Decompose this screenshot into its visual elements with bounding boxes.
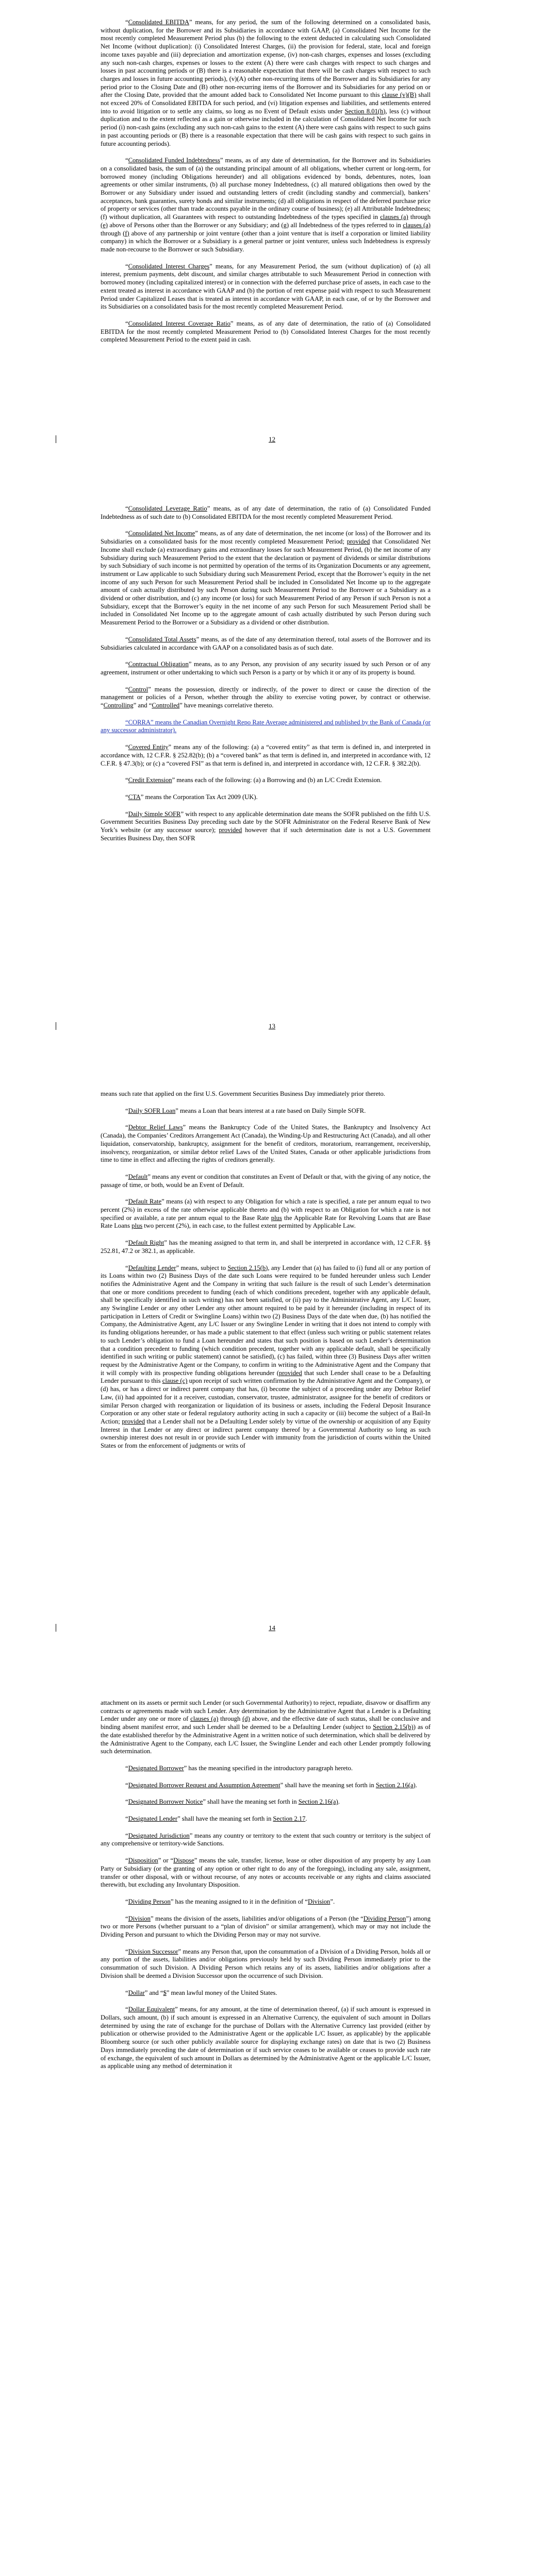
- text-run: that such Lender shall cease to be a Defaulting Lender pursuant to this: [101, 1369, 431, 1385]
- text-run: “: [125, 2006, 128, 2013]
- text-run: two percent (2%), in each case, to the fullest extent permitted by Applicable Law.: [142, 1222, 356, 1230]
- text-run: ”) among two or more Persons (whether pursuant to a “plan of division” or similar arrangement), which may or may not include the Dividing Person and pursuant to which the Dividing Person may or may not survive.: [101, 1914, 431, 1939]
- text-run: ” means, as to any Person, any provision of any security issued by such Person or of any agreement, instrument or other undertaking to which such Person is a party or by which it or any of its property is bound.: [101, 660, 431, 676]
- definition-paragraph: [101, 1798, 431, 1806]
- text-run: ” means, as of any date of determination, the ratio of (a) Consolidated EBITDA for the most recently completed Measurement Period to (b) Consolidated Interest Charges for the most recently completed Measurement Period to the extent paid in cash.: [101, 319, 431, 344]
- text-run: ” shall have the meaning set forth in: [280, 1781, 376, 1789]
- defined-term: Consolidated Leverage Ratio: [128, 505, 207, 512]
- text-run: “: [125, 1781, 128, 1789]
- text-run: ” means the possession, directly or indirectly, of the power to direct or cause the direction of the management or policies of a Person, whether through the ability to exercise voting power, by contract or otherwise. “: [101, 685, 431, 709]
- definition-paragraph: [101, 1107, 431, 1115]
- text-run: ” means any country or territory to the extent that such country or territory is the subject of any comprehensive or territory-wide Sanctions.: [101, 1832, 431, 1848]
- text-run: ” has the meaning assigned to that term in, and shall be interpreted in accordance with, 12 C.F.R. §§ 252.81, 47.2 or 382.1, as applicable.: [101, 1239, 431, 1255]
- defined-term: Daily Simple SOFR: [128, 810, 181, 818]
- text-run: ” and “: [144, 1989, 163, 1996]
- definition-paragraph: [101, 19, 431, 148]
- defined-term: Section 2.15(b): [373, 1723, 414, 1731]
- defined-term: Section 8.01(h): [344, 107, 386, 115]
- page-12-body: [101, 19, 431, 353]
- defined-term: Default Rate: [128, 1198, 162, 1206]
- definition-paragraph: [101, 263, 431, 311]
- definition-paragraph: [101, 1915, 431, 1939]
- definition-paragraph: [101, 810, 431, 843]
- definition-paragraph: [101, 1989, 431, 1997]
- defined-term: Division: [307, 1897, 331, 1905]
- text-run: upon receipt of such written confirmation by the Administrative Agent and the Company), or (d) has, or has a direct or indirect parent company that has, (i) become the subject of a proceeding under any Debtor Relief Law, (ii) had appointed for it a receiver, custodian, conservator, trustee, administrator, assignee for the benefit of creditors or similar Person charged with reorganization or liquidation of its business or assets, including the Federal Deposit Insurance Corporation or any other state or federal regulatory authority acting in such a capacity or (iii) become the subject of a Bail-In Action;: [101, 1377, 431, 1425]
- defined-term: clause (v)(B): [382, 91, 417, 99]
- definition-paragraph: [101, 1198, 431, 1230]
- defined-term: (e): [101, 221, 108, 229]
- text-run: ” has the meaning assigned to it in the definition of “: [170, 1897, 308, 1905]
- text-run: “: [125, 1107, 128, 1114]
- text-run: ” means any of the following: (a) a “covered entity” as that term is defined in, and interpreted in accordance with, 12 C.F.R. § 252.82(b); (b) a “covered bank” as that term is defined in, and interpreted in accordance with, 12 C.F.R. § 47.3(b); or (c) a “covered FSI” as that term is defined in, and interpreted in accordance with, 12 C.F.R. § 382.2(b).: [101, 743, 431, 767]
- defined-term: plus: [271, 1214, 282, 1222]
- text-run: , less (c) without duplication and to the extent reflected as a gain or otherwise included in the calculation of Consolidated Net Income for such period (i) non-cash gains (excluding any such non-cash gains to the extent (A) there were cash gains with respect to such gains in past accounting periods or (B) there is a reasonable expectation that there will be cash gains with respect to such gains in future accounting periods).: [101, 107, 431, 147]
- defined-term: Section 2.16(a): [298, 1798, 338, 1806]
- text-run: ” means (a) with respect to any Obligation for which a rate is specified, a rate per annum equal to two percent (2%) in excess of the rate otherwise applicable thereto and (b) with respect to an Obligation for which a rate is not specified or available, a rate per annum equal to the Base Rate: [101, 1198, 431, 1222]
- text-run: ” means any Person that, upon the consummation of a Division of a Dividing Person, holds all or any portion of the assets, liabilities and/or obligations previously held by such Dividing Person immediately prior to the consummation of such Division. A Dividing Person which retains any of its assets, liabilities and/or obligations after a Division shall be deemed a Division Successor upon the occurrence of such Division.: [101, 1947, 431, 1979]
- text-run: ” means, for any period, the sum of the following determined on a consolidated basis, without duplication, for the Borrower and its Subsidiaries in accordance with GAAP, (a) Consolidated Net Income for the most recently completed Measurement Period plus (b) the following to the extent deducted in calculating such Consolidated Net Income (without duplication): (i) Consolidated Interest Charges, (ii) the provision for federal, state, local and foreign income taxes payable and (iii) depreciation and amortization expense, (iv) non-cash charges, expenses and losses (excluding any such non-cash charges, expenses or losses to the extent (A) there were cash charges with respect to such charges and losses in past accounting periods or (B) there is a reasonable expectation that there will be cash charges with respect to such charges and losses in future accounting periods), (v)(A) other non-recurring items of the Borrower and its Subsidiaries for any period prior to the Closing Date and (B) other non-recurring items of the Borrower and its Subsidiaries for any period on or after the Closing Date, provided that the amount added back to Consolidated Net Income pursuant to this: [101, 19, 431, 99]
- text-run: ” means, as of any date of determination, for the Borrower and its Subsidiaries on a consolidated basis, the sum of (a) the outstanding principal amount of all obligations, whether current or long-term, for borrowed money (including Obligations hereunder) and all obligations evidenced by bonds, debentures, notes, loan agreements or other similar instruments, (b) all purchase money Indebtedness, (c) all matured obligations then owed by the Borrower or any Subsidiary under issued and outstanding letters of credit (including standby and commercial), bankers’ acceptances, bank guaranties, surety bonds and similar instruments; (d) all obligations in respect of the deferred purchase price of property or services (other than trade accounts payable in the ordinary course of business); (e) all Attributable Indebtedness; (f) without duplication, all Guarantees with respect to outstanding Indebtedness of the types specified in: [101, 157, 431, 221]
- text-run: “: [125, 262, 128, 270]
- definition-paragraph: [101, 776, 431, 785]
- text-run: , any Lender that (a) has failed to (i) fund all or any portion of its Loans within two (2) Business Days of the date such Loans were required to be funded hereunder unless such Lender notifies the Administrative Agent and the Company in writing that such failure is the result of such Lender’s determination that one or more conditions precedent to funding (each of which conditions precedent, together with any applicable default, shall be specifically identified in such writing) has not been satisfied, or (ii) pay to the Administrative Agent, any L/C Issuer, any Swingline Lender or any other Lender any other amount required to be paid by it hereunder (including in respect of its participation in Letters of Credit or Swingline Loans) within two (2) Business Days of the date when due, (b) has notified the Company, the Administrative Agent, any L/C Issuer or any Swingline Lender in writing that it does not intend to comply with its funding obligations hereunder, or has made a public statement to that effect (unless such writing or public statement relates to such Lender’s obligation to fund a Loan hereunder and states that such position is based on such Lender’s determination that a condition precedent to funding (which condition precedent, together with any applicable default, shall be specifically identified in such writing or public statement) cannot be satisfied), (c) has failed, within three (3) Business Days after written request by the Administrative Agent or the Company, to confirm in writing to the Administrative Agent and the Company that it will comply with its prospective funding obligations hereunder (: [101, 1264, 431, 1377]
- defined-term: plus: [131, 1222, 143, 1230]
- text-run: ” with respect to any applicable determination date means the SOFR published on the fifth U.S. Government Securities Business Day preceding such date by the SOFR Administrator on the Federal Reserve Bank of New York’s website (or any successor source);: [101, 810, 431, 834]
- defined-term: Default: [128, 1173, 148, 1180]
- text-run: “: [125, 319, 128, 327]
- definition-paragraph: [101, 1699, 431, 1756]
- text-run: .: [305, 1815, 307, 1823]
- text-run: ” means, as of the date of any determination thereof, total assets of the Borrower and its Subsidiaries calculated in accordance with GAAP on a consolidated basis as of such date.: [101, 635, 431, 651]
- text-run: “: [125, 1264, 128, 1272]
- defined-term: Designated Borrower: [128, 1764, 184, 1772]
- definition-paragraph: [101, 686, 431, 710]
- definition-paragraph: [101, 505, 431, 521]
- page-number: 14: [269, 1624, 275, 1632]
- text-run: “: [125, 743, 128, 751]
- definition-paragraph: [101, 1815, 431, 1823]
- text-run: ” shall have the meaning set forth in: [203, 1798, 299, 1806]
- page-number: 12: [269, 435, 275, 443]
- text-run: above, and the effective date of such status, shall be conclusive and binding absent manifest error, and such Lender shall be deemed to be a Defaulting Lender (subject to: [101, 1715, 431, 1731]
- text-run: “: [125, 1857, 128, 1865]
- text-run: “: [125, 1239, 128, 1247]
- page-number: 13: [269, 1022, 275, 1030]
- text-run: ” means, subject to: [176, 1264, 228, 1272]
- defined-term: Section 2.16(a): [375, 1781, 416, 1789]
- text-run: “: [125, 1173, 128, 1180]
- text-run: ” means, for any amount, at the time of determination thereof, (a) if such amount is expressed in Dollars, such amount, (b) if such amount is expressed in an Alternative Currency, the equivalent of such amount in Dollars determined by using the rate of exchange for the purchase of Dollars with the Alternative Currency last provided (either by publication or otherwise provided to the Administrative Agent or the applicable L/C Issuer, as applicable) by the applicable Bloomberg source (or such other publicly available source for displaying exchange rates) on date that is two (2) Business Days immediately preceding the date of determination or if such service ceases to be available or ceases to provide such rate of exchange, the equivalent of such amount in Dollars as determined by the Administrative Agent or the applicable L/C Issuer, as applicable using any method of determination it: [101, 2006, 431, 2070]
- text-run: “: [125, 1989, 128, 1996]
- text-run: ” means the Corporation Tax Act 2009 (UK).: [140, 793, 258, 801]
- inserted-text: “CORRA” means the Canadian Overnight Repo Rate Average administered and published by the Bank of Canada (or any successor administrator).: [101, 718, 431, 734]
- text-run: “: [125, 1764, 128, 1772]
- definition-paragraph: [101, 320, 431, 344]
- text-run: “: [125, 660, 128, 668]
- defined-term: Consolidated Net Income: [128, 530, 195, 537]
- defined-term: Contractual Obligation: [128, 660, 189, 668]
- text-run: ” means each of the following: (a) a Borrowing and (b) an L/C Credit Extension.: [172, 776, 382, 784]
- defined-term: provided: [122, 1417, 145, 1425]
- defined-term: clauses (a): [380, 213, 408, 221]
- text-run: ” means the division of the assets, liabilities and/or obligations of a Person (the “: [150, 1914, 364, 1922]
- text-run: through: [101, 229, 123, 237]
- definition-paragraph: [101, 1782, 431, 1790]
- definition-paragraph: [101, 1898, 431, 1906]
- defined-term: Defaulting Lender: [128, 1264, 176, 1272]
- text-run: shall not exceed 20% of Consolidated EBITDA for such period, and (vi) litigation expenses and liabilities, and settlements entered into to avoid litigation or to settle any claims, so long as no Event of Default exists under: [101, 91, 431, 115]
- text-run: “: [125, 685, 128, 693]
- text-run: ” or “: [158, 1857, 174, 1865]
- text-run: the Applicable Rate for Revolving Loans that are Base Rate Loans: [101, 1214, 431, 1230]
- defined-term: Controlled: [152, 702, 180, 709]
- definition-paragraph: [101, 660, 431, 676]
- text-run: that Consolidated Net Income shall exclude (a) extraordinary gains and extraordinary losses for such Measurement Period, (b) the net income of any Subsidiary during such Measurement Period to the extent that the declaration or payment of dividends or similar distributions by such Subsidiary of such income is not permitted by operation of the terms of its Organization Documents or any agreement, instrument or Law applicable to such Subsidiary during such Measurement Period, except that the Borrower’s equity in the net income of any such Person for such Measurement Period shall be included in Consolidated Net Income up to the aggregate amount of cash actually distributed by such Person during such Measurement Period to the Borrower or a Subsidiary as a dividend or other distribution, and (c) any income (or loss) for such Measurement Period of any Person if such Person is not a Subsidiary, except that the Borrower’s equity in the net income of any such Person for such Measurement Period shall be included in Consolidated Net Income up to the aggregate amount of cash actually distributed by such Person during such Measurement Period to the Borrower or a Subsidiary as a dividend or other distribution.: [101, 538, 431, 626]
- defined-term: provided: [278, 1369, 302, 1377]
- defined-term: Dividing Person: [128, 1897, 171, 1905]
- text-run: ” mean lawful money of the United States.: [166, 1989, 277, 1996]
- definition-paragraph: [101, 636, 431, 652]
- defined-term: Consolidated Interest Coverage Ratio: [128, 319, 230, 327]
- text-run: “: [125, 1798, 128, 1806]
- defined-term: Consolidated Funded Indebtedness: [128, 157, 220, 164]
- defined-term: Designated Lender: [128, 1815, 178, 1823]
- definition-paragraph: [101, 1090, 431, 1098]
- text-run: “: [125, 530, 128, 537]
- text-run: ” have meanings correlative thereto.: [179, 702, 274, 709]
- text-run: ” means the Bankruptcy Code of the United States, the Bankruptcy and Insolvency Act (Canada), the Companies’ Creditors Arrangement Act (Canada), the Winding-Up and Restructuring Act (Canada), and all other liquidation, conservatorship, bankruptcy, assignment for the benefit of creditors, moratorium, rearrangement, receivership, insolvency, reorganization, or similar debtor relief Laws of the United States, Canada or other applicable jurisdictions from time to time in effect and affecting the rights of creditors generally.: [101, 1124, 431, 1164]
- defined-term: Designated Borrower Notice: [128, 1798, 203, 1806]
- defined-term: (d): [242, 1715, 250, 1723]
- defined-term: Dispose: [173, 1857, 194, 1865]
- page-13-body: [101, 505, 431, 852]
- text-run: attachment on its assets or permit such Lender (or such Governmental Authority) to reject, repudiate, disavow or disaffirm any contracts or agreements made with such Lender. Any determination by the Administrative Agent that a Lender is a Defaulting Lender under any one or more of: [101, 1699, 431, 1723]
- defined-term: Disposition: [128, 1857, 158, 1865]
- text-run: “: [125, 1124, 128, 1131]
- definition-paragraph: [101, 157, 431, 253]
- text-run: “: [125, 1198, 128, 1206]
- text-run: through: [218, 1715, 243, 1723]
- text-run: “: [125, 810, 128, 818]
- definition-paragraph: [101, 1124, 431, 1164]
- text-run: ” means, for any Measurement Period, the sum (without duplication) of (a) all interest, premium payments, debt discount, and similar charges attributable to such Measurement Period in connection with borrowed money (including capitalized interest) or in connection with the deferred purchase price of assets, in each case to the extent treated as interest in accordance with GAAP and (b) the portion of rent expense paid with respect to such Measurement Period under Capitalized Leases that is treated as interest in accordance with GAAP, in each case, of or by the Borrower and its Subsidiaries on a consolidated basis for the most recently completed Measurement Period.: [101, 262, 431, 311]
- text-run: means such rate that applied on the first U.S. Government Securities Business Day immediately prior thereto.: [101, 1090, 385, 1097]
- defined-term: Section 2.17: [273, 1815, 306, 1823]
- definition-paragraph: [101, 793, 431, 802]
- text-run: “: [125, 1947, 128, 1955]
- defined-term: Section 2.15(b): [227, 1264, 268, 1272]
- defined-term: Consolidated Interest Charges: [128, 262, 210, 270]
- defined-term: Dividing Person: [363, 1914, 406, 1922]
- defined-term: Dollar Equivalent: [128, 2006, 175, 2013]
- text-run: ” and “: [133, 702, 152, 709]
- defined-term: Control: [128, 685, 149, 693]
- text-run: “: [125, 793, 128, 801]
- defined-term: Covered Entity: [128, 743, 169, 751]
- text-run: “: [125, 19, 128, 26]
- defined-term: Daily SOFR Loan: [128, 1107, 176, 1114]
- text-run: ” has the meaning specified in the introductory paragraph hereto.: [184, 1764, 353, 1772]
- text-run: .: [415, 1781, 417, 1789]
- defined-term: Designated Borrower Request and Assumption Agreement: [128, 1781, 281, 1789]
- defined-term: provided: [347, 538, 370, 546]
- defined-term: $: [163, 1989, 167, 1996]
- text-run: “: [125, 776, 128, 784]
- definition-paragraph: [101, 1264, 431, 1450]
- text-run: ) as of the date established therefor by the Administrative Agent in a written notice of such determination, which shall be delivered by the Administrative Agent to the Company, each L/C Issuer, the Swingline Lender and each other Lender promptly following such determination.: [101, 1723, 431, 1755]
- text-run: however that if such determination date is not a U.S. Government Securities Business Day, then SOFR: [101, 826, 431, 842]
- text-run: ” means, as of any date of determination, the ratio of (a) Consolidated Funded Indebtedness as of such date to (b) Consolidated EBITDA for the most recently completed Measurement Period.: [101, 505, 431, 520]
- text-run: “: [125, 1832, 128, 1839]
- text-run: .: [338, 1798, 340, 1806]
- text-run: ” means any event or condition that constitutes an Event of Default or that, with the giving of any notice, the passage of time, or both, would be an Event of Default.: [101, 1173, 431, 1189]
- page-14-body: [101, 1090, 431, 1459]
- defined-term: Default Right: [128, 1239, 164, 1247]
- definition-paragraph: [101, 1857, 431, 1889]
- text-run: ” means the sale, transfer, license, lease or other disposition of any property by any Loan Party or Subsidiary (or the granting of any option or other right to do any of the foregoing), including any sale, assignment, transfer or other disposal, with or without recourse, of any notes or accounts receivable or any rights and claims associated therewith, but excluding any Involuntary Disposition.: [101, 1857, 431, 1889]
- text-run: through: [408, 213, 431, 221]
- text-run: “: [125, 505, 128, 512]
- defined-term: CTA: [128, 793, 141, 801]
- defined-term: clauses (a): [190, 1715, 219, 1723]
- text-run: that a Lender shall not be a Defaulting Lender solely by virtue of the ownership or acquisition of any Equity Interest in that Lender or any direct or indirect parent company thereof by a Governmental Authority so long as such ownership interest does not result in or provide such Lender with immunity from the jurisdiction of courts within the United States or from the enforcement of judgments or writs of: [101, 1417, 431, 1450]
- definition-paragraph: [101, 2006, 431, 2071]
- definition-paragraph: [101, 1239, 431, 1255]
- defined-term: (f): [123, 229, 129, 237]
- definition-paragraph: [101, 743, 431, 768]
- definition-paragraph: [101, 1832, 431, 1848]
- defined-term: Credit Extension: [128, 776, 172, 784]
- text-run: “: [125, 157, 128, 164]
- definition-paragraph: [101, 719, 431, 735]
- text-run: “: [125, 1815, 128, 1823]
- definition-paragraph: [101, 1173, 431, 1189]
- text-run: ” means, as of any date of determination, the net income (or loss) of the Borrower and its Subsidiaries on a consolidated basis for the most recently completed Measurement Period;: [101, 530, 431, 546]
- text-run: “: [125, 1914, 128, 1922]
- text-run: “: [125, 1897, 128, 1905]
- defined-term: Debtor Relief Laws: [128, 1124, 183, 1131]
- defined-term: provided: [219, 826, 242, 834]
- defined-term: Consolidated EBITDA: [128, 19, 189, 26]
- text-run: above of any partnership or joint venture (other than a joint venture that is itself a corporation or limited liability company) in which the Borrower or a Subsidiary is a general partner or joint venturer, unless such Indebtedness is expressly made non-recourse to the Borrower or such Subsidiary.: [101, 229, 431, 253]
- text-run: “: [125, 635, 128, 643]
- defined-term: clauses (a): [403, 221, 431, 229]
- definition-paragraph: [101, 530, 431, 626]
- text-run: above of Persons other than the Borrower or any Subsidiary; and (g) all Indebtedness of the types referred to in: [107, 221, 403, 229]
- text-run: ” shall have the meaning set forth in: [177, 1815, 273, 1823]
- text-run: ” means a Loan that bears interest at a rate based on Daily Simple SOFR.: [175, 1107, 366, 1114]
- defined-term: Dollar: [128, 1989, 145, 1996]
- defined-term: clause (c): [162, 1377, 188, 1385]
- defined-term: Designated Jurisdiction: [128, 1832, 190, 1839]
- defined-term: Division: [128, 1914, 151, 1922]
- page-15-body: [101, 1699, 431, 2079]
- defined-term: Consolidated Total Assets: [128, 635, 196, 643]
- definition-paragraph: [101, 1765, 431, 1773]
- defined-term: Division Successor: [128, 1947, 178, 1955]
- text-run: ”.: [330, 1897, 335, 1905]
- defined-term: Controlling: [103, 702, 134, 709]
- definition-paragraph: [101, 1948, 431, 1980]
